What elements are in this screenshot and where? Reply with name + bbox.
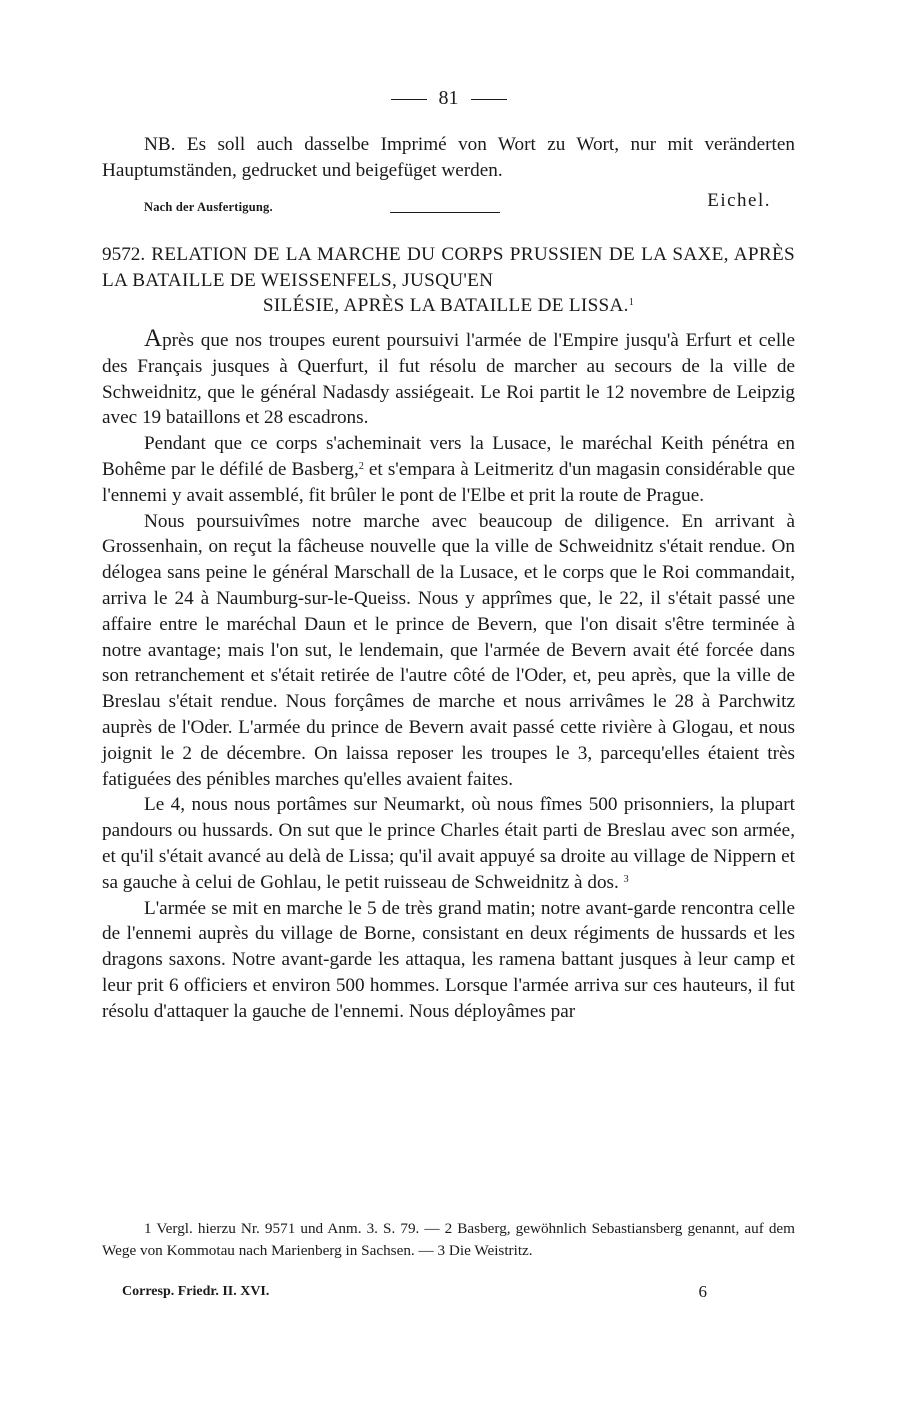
footer-signature-mark: Corresp. Friedr. II. XVI. (122, 1284, 270, 1299)
page-header (102, 86, 795, 110)
source-note: Nach der Ausfertigung. (144, 200, 273, 214)
section-separator (390, 212, 500, 213)
heading-line2-wrap (102, 293, 795, 319)
nb-note (102, 132, 795, 184)
footnote-mark-3: 3 (623, 873, 629, 885)
page-number: 81 (438, 87, 459, 109)
paragraph-1-text: près que nos troupes eurent poursuivi l'armée de l'Empire jusqu'à Erfurt et celle des Français jusques à Querfurt, il fut résolu de marcher au secours de la ville de Schweidnitz, que le général Nadasdy assiégeait. Le Roi partit le 12 novembre de Leipzig avec 19 bataillons et 28 escadrons. (102, 330, 795, 429)
heading-line1: RELATION DE LA MARCHE DU CORPS PRUSSIEN DE LA SAXE, APRÈS LA BATAILLE DE WEISSENFELS, JUSQU'EN (102, 244, 795, 291)
nb-paragraph: NB. Es soll auch dasselbe Imprimé von Wort zu Wort, nur mit veränderten Hauptumständen, gedrucket und beigefüget werden. (102, 134, 795, 181)
body-text (102, 326, 795, 1025)
signature: Eichel. (707, 190, 771, 211)
footer-sheet-number: 6 (698, 1282, 707, 1301)
heading-number: 9572. (102, 244, 146, 265)
paragraph-2 (102, 431, 795, 508)
header-dash-right (471, 99, 507, 100)
paragraph-3: Nous poursuivîmes notre marche avec beaucoup de diligence. En arrivant à Grossenhain, on reçut la fâcheuse nouvelle que la ville de Schweidnitz s'était rendue. On délogea sans peine le général Marschall de la Lusace, et le corps que le Roi commandait, arriva le 24 à Naumburg-sur-le-Queiss. Nous y apprîmes que, le 22, il s'était passé une affaire entre le maréchal Daun et le prince de Bevern, que l'on disait s'être terminée à notre avantage; mais l'on sut, le lendemain, que l'armée de Bevern avait été forcée dans son retranchement et s'était retirée de l'autre côté de l'Oder, et, peu après, que la ville de Breslau s'était rendue. Nous forçâmes de marche et nous arrivâmes le 28 à Parchwitz auprès de l'Oder. L'armée du prince de Bevern avait passé cette rivière à Glogau, et nous joignit le 2 de décembre. On laissa reposer les troupes le 3, parcequ'elles étaient très fatiguées des pénibles marches qu'elles avaient faites. (102, 510, 795, 790)
paragraph-2-text-a: Pendant que ce corps s'acheminait vers la Lusace, le maréchal Keith pénétra en Bohême par le défilé de Basberg, (102, 433, 795, 480)
paragraph-2-text-b: et s'empara à Leitmeritz d'un magasin considérable que l'ennemi y avait assemblé, fit brûler le pont de l'Elbe et prit la route de Prague. (102, 458, 795, 506)
heading-footnote-mark: 1 (628, 297, 635, 309)
footnote-mark-2: 2 (358, 460, 364, 472)
paragraph-1 (102, 326, 795, 431)
footnote-text: 1 Vergl. hierzu Nr. 9571 und Anm. 3. S. 79. — 2 Basberg, gewöhnlich Sebastiansberg genannt, auf dem Wege von Kommotau nach Marienberg in Sachsen. — 3 Die Weistritz. (102, 1220, 795, 1259)
paragraph-5: L'armée se mit en marche le 5 de très grand matin; notre avant-garde rencontra celle de l'ennemi auprès du village de Borne, consistant en deux régiments de hussards et les dragons saxons. Notre avant-garde les attaqua, les ramena battant jusques à leur camp et leur prit 6 officiers et environ 500 hommes. Lorsque l'armée arriva sur ces hauteurs, il fut résolu d'attaquer la gauche de l'ennemi. Nous déployâmes par (102, 897, 795, 1022)
document-heading (102, 242, 795, 319)
page-footer (102, 1282, 795, 1306)
paragraph-4-text: Le 4, nous nous portâmes sur Neumarkt, où nous fîmes 500 prisonniers, la plupart pandours ou hussards. On sut que le prince Charles était parti de Breslau avec son armée, et qu'il s'était avancé au delà de Lissa; qu'il avait appuyé sa droite au village de Nippern et sa gauche à celui de Gohlau, le petit ruisseau de Schweidnitz à dos. (102, 794, 795, 893)
heading-line2: SILÉSIE, APRÈS LA BATAILLE DE LISSA. (262, 295, 629, 317)
header-dash-left (391, 99, 427, 100)
footnotes (102, 1218, 795, 1261)
paragraph-4 (102, 792, 795, 895)
signature-row (102, 190, 795, 220)
dropcap: A (144, 325, 163, 352)
